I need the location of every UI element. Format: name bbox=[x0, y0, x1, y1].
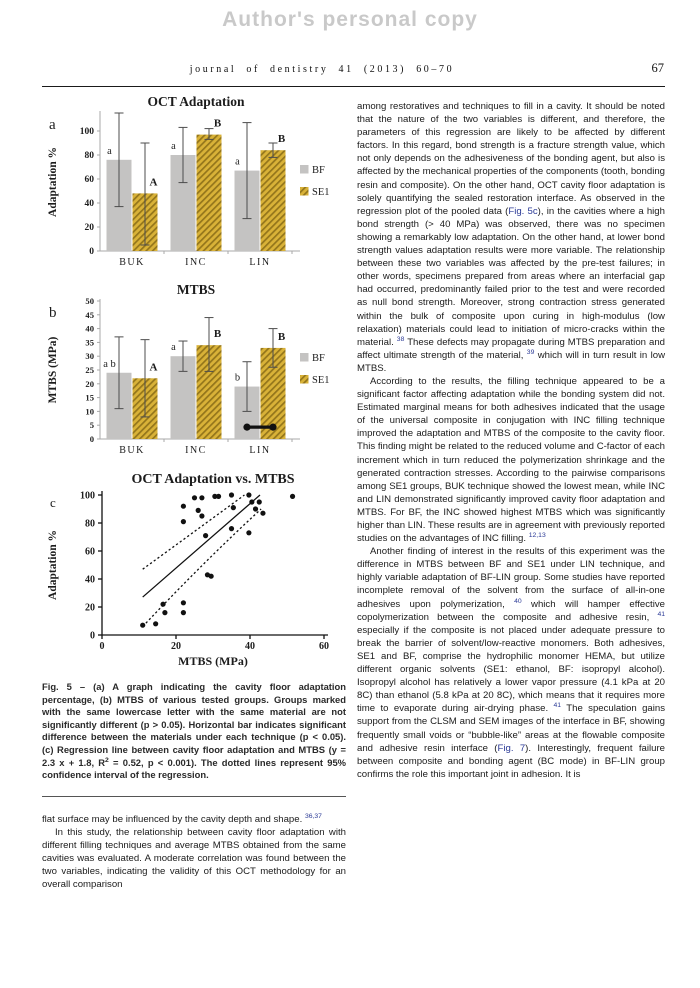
scatter-point bbox=[246, 492, 251, 497]
right-column bbox=[357, 100, 665, 781]
right-paragraph-2 bbox=[357, 375, 665, 545]
ci-lower-line bbox=[143, 509, 261, 627]
scatter-point bbox=[162, 610, 167, 615]
y-tick-label: 25 bbox=[85, 365, 94, 375]
scatter-point bbox=[153, 621, 158, 626]
scatter-point bbox=[199, 495, 204, 500]
y-tick-label: 60 bbox=[85, 546, 95, 558]
y-tick-label: 80 bbox=[85, 518, 95, 530]
citation-ref[interactable]: 12,13 bbox=[528, 531, 546, 539]
panel-label: b bbox=[49, 305, 57, 321]
left-column bbox=[42, 93, 346, 891]
group-letter: a bbox=[107, 145, 112, 157]
scatter-point bbox=[209, 574, 214, 579]
text-segment: especially if the composite is not placed under adequate pressure to break the barrier of solvent/low-reactive monomers. Both adhesives, SE1 and BF, comprise the hydrophilic monomer HEMA, but utilize different organic solvents (SE1: ethanol, BF: isopropyl alcohol). Isopropyl alcohol has relatively a lower vapor pressure (4.1 kPa at 20 8C) than ethanol (5.8 kPa at 20 8C), which means that it requires more time to evaporate during air-drying phase. bbox=[357, 624, 665, 715]
text-segment: which will hamper effective copolymerization between the composite and adhesive resin, bbox=[357, 598, 665, 623]
oct-adaptation-chart-svg bbox=[42, 93, 345, 281]
scatter-point bbox=[257, 499, 262, 504]
text-segment: which will in turn result in low MTBS. bbox=[357, 349, 665, 374]
y-tick-label: 40 bbox=[85, 323, 94, 334]
caption-divider bbox=[42, 796, 346, 797]
y-axis-title: MTBS (MPa) bbox=[47, 336, 59, 404]
y-tick-label: 20 bbox=[84, 223, 94, 233]
x-category-label: LIN bbox=[249, 445, 271, 456]
figure-5b-bar-chart bbox=[42, 281, 346, 469]
citation-ref[interactable]: 39 bbox=[526, 348, 535, 356]
text-segment: The speculation gains support from the CLSM and SEM images of the interface in BF, showing frequently small voids or “bubble-like” areas at the flowable composite and adhesive resin interface ( bbox=[357, 703, 666, 754]
y-tick-label: 0 bbox=[89, 434, 94, 444]
page-number: 67 bbox=[651, 61, 664, 75]
scatter-point bbox=[181, 600, 186, 605]
legend bbox=[300, 353, 330, 386]
y-tick-label: 80 bbox=[84, 151, 94, 161]
y-tick-label: 100 bbox=[79, 127, 94, 137]
scatter-point bbox=[216, 494, 221, 499]
right-paragraph-3 bbox=[357, 545, 665, 781]
y-tick-label: 100 bbox=[80, 490, 95, 502]
legend-label-bf: BF bbox=[312, 353, 325, 364]
legend-swatch-se1 bbox=[300, 187, 309, 196]
chart-panel-c bbox=[47, 472, 329, 668]
scatter-point bbox=[181, 610, 186, 615]
y-tick-label: 30 bbox=[85, 351, 94, 362]
x-tick-label: 40 bbox=[245, 641, 255, 652]
x-tick-label: 60 bbox=[319, 641, 329, 652]
scatter-point bbox=[160, 602, 165, 607]
citation-ref[interactable]: 41 bbox=[553, 702, 562, 710]
legend bbox=[300, 165, 330, 198]
y-tick-label: 20 bbox=[85, 602, 95, 614]
scatter-point bbox=[229, 526, 234, 531]
text-segment: These defects may propagate during MTBS preparation and affect ultimate strength of the material, bbox=[357, 336, 665, 361]
text-segment: among restoratives and techniques to fill in a cavity. It should be noted that the nature of the two variables is different, and therefore, the parameters of this regression are likely to be affected by different factors. In this regard, bond strength is a fracture strength value, which not only depends on the adhesiveness of the bonding agent, but also is affected by the mechanical properties of the components (tooth, bonding resin and composite). On the other hand, OCT cavity floor adaptation is solely quantifying the sealed restoration interface. As observed in the regression plot of the pooled data ( bbox=[357, 101, 665, 217]
y-tick-label: 35 bbox=[85, 337, 94, 348]
bar-se1-lin bbox=[261, 150, 286, 251]
journal-header: journal of dentistry 41 (2013) 60–70 bbox=[189, 64, 455, 75]
y-tick-label: 0 bbox=[89, 247, 94, 257]
scatter-point bbox=[229, 492, 234, 497]
y-tick-label: 5 bbox=[89, 420, 94, 431]
group-letter: B bbox=[277, 133, 286, 146]
y-tick-label: 50 bbox=[85, 296, 94, 306]
group-letter: a bbox=[171, 141, 176, 152]
scatter-point bbox=[246, 530, 251, 535]
ci-upper-line bbox=[143, 495, 245, 569]
y-tick-label: 10 bbox=[85, 406, 94, 417]
scatter-point bbox=[290, 494, 295, 499]
x-tick-label: 0 bbox=[99, 641, 105, 652]
y-tick-label: 0 bbox=[90, 630, 95, 642]
y-tick-label: 45 bbox=[85, 309, 94, 320]
scatter-point bbox=[253, 506, 258, 511]
text-segment: In this study, the relationship between cavity floor adaptation with different filling techniques and average MTBS obtained from the same cavities was evaluated. A moderate correlation was found between the two variables, indicating the validity of this OCT methodology for an overall comparison bbox=[42, 826, 346, 891]
y-tick-label: 40 bbox=[84, 199, 94, 209]
scatter-point bbox=[192, 495, 197, 500]
citation-ref[interactable]: 40 bbox=[514, 597, 522, 605]
scatter-point bbox=[199, 513, 204, 518]
text-segment: Fig. 5 – (a) A graph indicating the cavity floor adaptation percentage, (b) MTBS of various tested groups. Groups marked with the same lowercase letter with the same material are not significantly different (p > 0.05). Horizontal bar indicates significant difference between the materials under each technique (p < 0.05). (c) Regression line between cavity floor adaptation and MTBS (y = 2.3 x + 1.8, R bbox=[42, 681, 346, 768]
scatter-point bbox=[203, 533, 208, 538]
right-paragraph-1 bbox=[357, 100, 665, 375]
left-paragraph-1 bbox=[42, 813, 346, 826]
panel-label: a bbox=[49, 117, 56, 133]
scatter-point bbox=[181, 519, 186, 524]
chart-panel-b bbox=[47, 282, 330, 456]
group-letter: A bbox=[149, 361, 158, 374]
y-tick-label: 20 bbox=[85, 378, 94, 389]
scatter-point bbox=[260, 511, 265, 516]
citation-ref[interactable]: 41 bbox=[657, 610, 665, 618]
y-tick-label: 40 bbox=[85, 574, 95, 586]
text-segment: flat surface may be influenced by the cavity depth and shape. bbox=[42, 813, 305, 825]
figure-5-caption bbox=[42, 681, 346, 782]
chart-title: OCT Adaptation bbox=[147, 94, 245, 109]
group-letter: a b bbox=[103, 358, 116, 370]
panel-label: c bbox=[50, 495, 56, 510]
figure-5c-scatter-chart bbox=[42, 469, 346, 671]
y-tick-label: 60 bbox=[84, 175, 94, 185]
group-letter: B bbox=[277, 330, 286, 343]
text-segment: Another finding of interest in the results of this experiment was the difference in MTBS between BF and SE1 under LIN technique, and highly variable adaptation of BF-LIN group. Some studies have reported incomplete removal of the solvent from the surface of all-in-one adhesives upon polymerization, bbox=[357, 546, 665, 610]
watermark: Author's personal copy bbox=[222, 8, 478, 31]
x-category-label: LIN bbox=[249, 257, 271, 268]
legend-label-se1: SE1 bbox=[312, 375, 330, 386]
group-letter: B bbox=[213, 117, 222, 130]
left-paragraph-2 bbox=[42, 826, 346, 891]
legend-swatch-bf bbox=[300, 165, 309, 174]
header-divider bbox=[42, 86, 665, 87]
regression-line bbox=[143, 495, 260, 597]
scatter-point bbox=[140, 623, 145, 628]
citation-ref[interactable]: 36,37 bbox=[304, 812, 322, 820]
group-letter: b bbox=[234, 372, 241, 384]
legend-label-bf: BF bbox=[312, 165, 325, 176]
bar-se1-inc bbox=[197, 135, 222, 251]
x-category-label: INC bbox=[185, 257, 207, 268]
figure-5a-bar-chart bbox=[42, 93, 346, 281]
citation-ref[interactable]: Fig. 7 bbox=[497, 742, 526, 754]
x-category-label: BUK bbox=[119, 257, 145, 268]
chart-title: MTBS bbox=[176, 282, 216, 297]
group-letter: A bbox=[149, 176, 158, 189]
text-segment: ). Interestingly, frequent failure between composite and bonding agent (BC mode) in BF-LIN group confirms the role this important joint in adhesion. It is bbox=[357, 742, 665, 780]
x-tick-label: 20 bbox=[171, 641, 181, 652]
group-letter: a bbox=[171, 342, 176, 354]
x-category-label: INC bbox=[185, 445, 207, 456]
y-axis-title: Adaptation % bbox=[47, 530, 59, 600]
text-segment: 2 bbox=[105, 756, 109, 764]
text-segment: According to the results, the filling technique appeared to be a significant factor affecting adaptation while the bonding system did not. Estimated marginal means for both adhesives indicated that the usage of the universal composite in conjugation with INC filling technique improved the adaptation and MTBS of the composite to the cavity floor. This finding might be related to the reduced volume and C-factor of each increment which in turn reduced the polymerization shrinkage and the generated contraction stresses. According to the pairwise comparisons among SE1 groups, BUK technique showed the lowest mean, while INC and LIN demonstrated significantly improved cavity floor adaptation and MTBS. For BF, the INC showed highest MTBS which was significantly higher than LIN. These results are in agreement with previously reported studies on the advantages of INC filling. bbox=[357, 375, 665, 545]
y-tick-label: 15 bbox=[85, 392, 94, 403]
group-letter: B bbox=[213, 328, 222, 341]
text-segment: = 0.52, p < 0.001). The dotted lines represent 95% confidence interval of the regression. bbox=[42, 756, 346, 781]
mtbs-chart-svg bbox=[42, 281, 345, 469]
group-letter: a bbox=[235, 156, 240, 168]
text-segment: ), in the cavities where a high bond strength (> 40 MPa) was observed, there was no specimen showing a remarkably low adaptation. On the other hand, at lower bond strength values adaptation results were more variable. The relationship between these two variables was affected by the pre-test failures; in other words, specimens prepared from areas where an interfacial gap had occurred, predominantly failed prior to the test and were recorded as null bond strength. Moreover, strong contraction stress generated within the bulk of composite upon curing in high-modulus (low relaxation) materials could lead to initiation of micro-cracks within the material. bbox=[357, 205, 665, 348]
y-axis-title: Adaptation % bbox=[47, 147, 59, 217]
regression-chart-svg bbox=[42, 469, 345, 671]
citation-ref[interactable]: Fig. 5c bbox=[508, 205, 538, 217]
scatter-point bbox=[181, 504, 186, 509]
chart-title: OCT Adaptation vs. MTBS bbox=[131, 472, 295, 487]
scatter-point bbox=[231, 505, 236, 510]
x-category-label: BUK bbox=[119, 445, 145, 456]
legend-label-se1: SE1 bbox=[312, 187, 330, 198]
legend-swatch-se1 bbox=[300, 375, 309, 384]
x-axis-title: MTBS (MPa) bbox=[178, 654, 248, 668]
scatter-point bbox=[196, 508, 201, 513]
chart-panel-a bbox=[47, 94, 330, 268]
scatter-point bbox=[249, 499, 254, 504]
citation-ref[interactable]: 38 bbox=[396, 335, 405, 343]
legend-swatch-bf bbox=[300, 353, 309, 362]
